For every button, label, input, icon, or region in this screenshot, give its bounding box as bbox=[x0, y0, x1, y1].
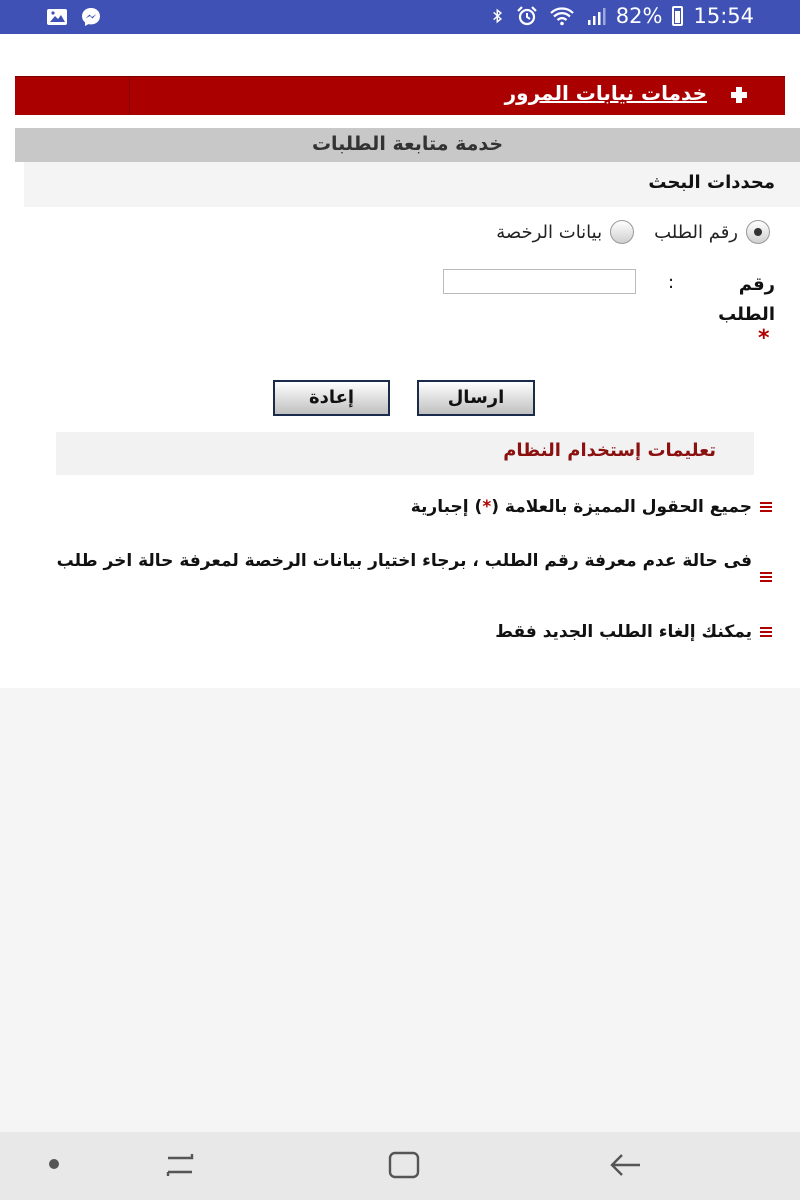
send-button[interactable]: ارسال bbox=[417, 380, 535, 416]
plus-icon bbox=[731, 87, 747, 103]
bluetooth-icon bbox=[490, 5, 506, 27]
search-criteria-header bbox=[24, 162, 800, 207]
messenger-icon bbox=[80, 6, 102, 28]
signal-icon bbox=[586, 5, 606, 27]
radio-license-data-label: بيانات الرخصة bbox=[496, 221, 603, 243]
wifi-icon bbox=[548, 5, 576, 27]
battery-icon bbox=[672, 6, 683, 26]
instruction-item bbox=[42, 546, 772, 584]
header-bar bbox=[15, 76, 785, 115]
home-icon[interactable] bbox=[384, 1148, 424, 1182]
search-criteria-title: محددات البحث bbox=[648, 172, 775, 193]
service-title: خدمة متابعة الطلبات bbox=[311, 133, 504, 155]
bullet-icon bbox=[760, 502, 772, 514]
instruction-item bbox=[495, 617, 772, 648]
service-title-bar bbox=[15, 128, 800, 162]
bullet-icon bbox=[760, 572, 772, 584]
header-divider bbox=[129, 77, 130, 115]
clock: 15:54 bbox=[693, 4, 754, 28]
request-number-label: رقم الطلب bbox=[718, 274, 775, 325]
recent-apps-icon[interactable] bbox=[160, 1148, 200, 1182]
battery-percent: 82% bbox=[615, 4, 663, 28]
required-mark: * bbox=[482, 497, 492, 517]
instruction-text-3: يمكنك إلغاء الطلب الجديد فقط bbox=[495, 622, 752, 642]
reset-button[interactable]: إعادة bbox=[273, 380, 390, 416]
instruction-text-2: فى حالة عدم معرفة رقم الطلب ، برجاء اختيار بيانات الرخصة لمعرفة حالة اخر طلب bbox=[56, 551, 752, 571]
gallery-icon bbox=[46, 6, 68, 28]
instructions-title: تعليمات إستخدام النظام bbox=[503, 440, 716, 461]
header-title-link[interactable]: خدمات نيابات المرور bbox=[504, 81, 707, 105]
web-content bbox=[0, 34, 800, 688]
radio-license-data[interactable] bbox=[610, 220, 634, 244]
search-type-radio-group bbox=[476, 220, 770, 244]
radio-request-number[interactable] bbox=[746, 220, 770, 244]
instruction-text-1: جميع الحقول المميزة بالعلامة (*) إجبارية bbox=[410, 497, 752, 517]
required-asterisk: * bbox=[758, 326, 770, 351]
radio-request-number-label: رقم الطلب bbox=[654, 221, 738, 243]
dot-icon[interactable] bbox=[46, 1156, 62, 1172]
instructions-header bbox=[56, 432, 754, 475]
alarm-icon bbox=[516, 5, 538, 27]
navigation-bar bbox=[0, 1132, 800, 1200]
status-bar bbox=[0, 0, 800, 34]
field-colon: : bbox=[668, 272, 675, 293]
back-icon[interactable] bbox=[606, 1148, 646, 1182]
bullet-icon bbox=[760, 627, 772, 639]
request-number-input[interactable] bbox=[443, 269, 636, 294]
instruction-item bbox=[411, 492, 772, 523]
